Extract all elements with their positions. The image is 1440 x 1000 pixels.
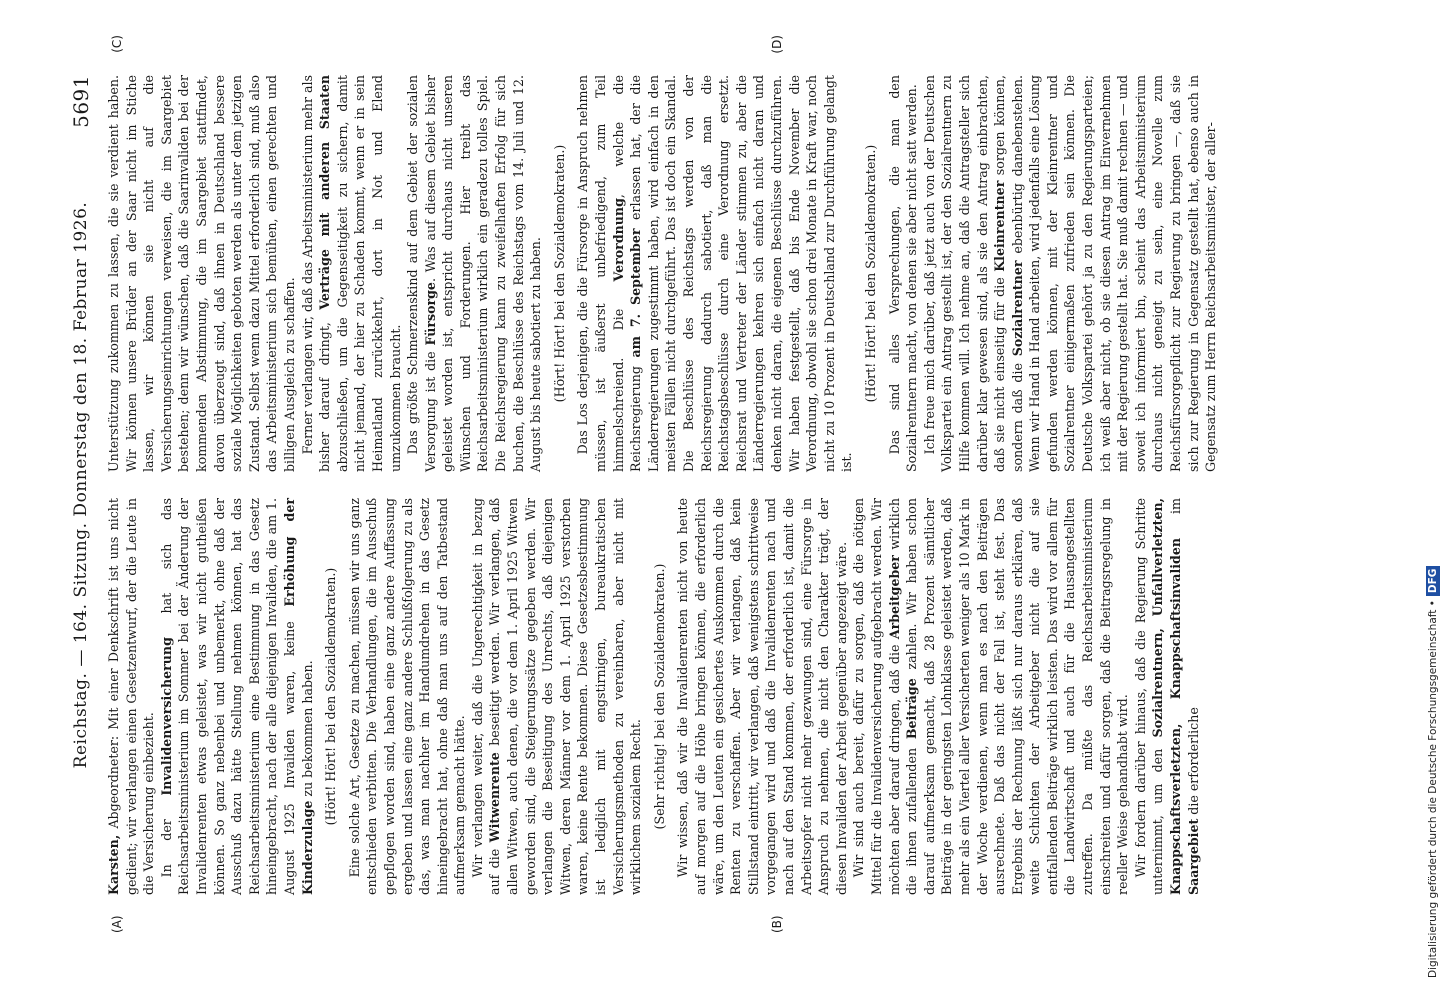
paragraph-text: zu bekommen haben. [299,660,315,801]
paragraph [404,75,545,472]
page-number: 5691 [69,75,93,128]
paragraph-text: hat sich das Reichsarbeitsministerium im Sommer bei der Änderung der Invalidenrenten etwas geleistet, was wir nicht gutheißen können. So ganz nebenbei und unbemerkt, ohne daß der Ausschuß dazu hätte Stellung nehmen können, hat das Reichsarbeitsministerium eine Bestimmung in das Gesetz hineingebracht, nach der alle diejenigen Invaliden, die am 1. August 1925 Invaliden waren, keine [158,498,297,895]
paragraph-text: ebenbürtig danebenstehen. Wenn wir Hand in Hand arbeiten, wird jedenfalls eine Lösung gefunden werden können, mit der Kleinrentner und Sozialrentner einigermaßen zufrieden sein können. Die Deutsche Volkspartei gehört ja zu den Regierungsparteien; ich weiß aber nicht, ob sie diesen Antrag im Einvernehmen mit der Regierung gestellt hat. Sie muß damit rechnen — und soweit ich informiert bin, scheint das Arbeitsministerium durchaus nicht geneigt zu sein, eine Novelle zum Reichsfürsorgepflicht zur Regierung zu bringen —, daß sie sich zur Regierung in Gegensatz gestellt hat, ebenso auch in Gegensatz zum Herrn Reichsarbeitsminister, der aller- [1009,74,1219,472]
margin-marker-c: (C) [110,35,124,53]
left-column [105,498,1325,895]
emphasis: Saargebiet [1185,818,1201,895]
paragraph-text: Wir fordern darüber hinaus, daß die Regierung Schritte unternimmt, um den [1132,498,1166,895]
emphasis: Verordnung [610,198,626,282]
page-title: Reichstag. — 164. Sitzung. Donnerstag den 18. Februar 1926. [71,201,91,769]
paragraph-text: In der [158,795,174,878]
emphasis: Fürsorge [422,282,438,346]
emphasis: Sozialrentner [1009,260,1025,357]
paragraph-text: beseitigt werden. Wir verlangen, daß allen Witwen, auch denen, die vor dem 1. April 1925 Witwen geworden sind, die Steigerungssätze gegeben werden. Wir verlangen die Beseitigung des Unrechts, daß diejenigen Witwen, deren Männer vor dem 1. April 1925 verstorben waren, keine Rente bekommen. Diese Gesetzesbestimmung ist lediglich mit engstirnigen, bureaukratischen Versicherungsmethoden zu vereinbaren, aber nicht mit wirklichem sozialem Recht. [487,498,644,895]
emphasis: Kleinrentner [992,180,1008,272]
interjection: (Hört! Hört! bei den Sozialdemokraten.) [323,567,339,826]
paragraph-text: Wir sind auch bereit, dafür zu sorgen, daß die nötigen Mittel für die Invalidenversicherung aufgebracht werden. Wir möchten aber darauf dringen, daß die [851,498,902,895]
paragraph-text: Ferner verlangen wir, daß das Arbeitsministerium mehr als bisher darauf dringt, [299,75,333,472]
paragraph-text: die erforderliche [1185,707,1201,819]
paragraph-text: wirklich die ihnen zufallenden [886,497,920,895]
interjection: (Hört! Hört! bei den Sozialdemokraten.) [551,144,567,403]
margin-marker-b: (B) [770,915,784,933]
paragraph-text: Das Los derjenigen, die die Fürsorge in Anspruch nehmen müssen, ist äußerst unbefriedigend, zum Teil himmelschreiend. Die [575,75,626,472]
paragraph-text: sorgen können, sondern daß die [992,75,1025,472]
paragraph-text: . Was auf diesem Gebiet bisher geleistet worden ist, entspricht durchaus nicht unseren Wünschen und Forderungen. Hier treibt das Reichsarbeitsministerium wirklich ein geradezu tolles Spiel. Die Reichsregierung kann zu zweifelhaften Erfolg für sich buchen, die Beschlüsse des Reichstags vom 14. Juli und 12. August bis heute sabotiert zu haben. [422,75,544,472]
paragraph [921,75,1220,472]
paragraph [1132,498,1202,895]
interjection: (Hört! Hört! bei den Sozialdemokraten.) [862,144,878,403]
interjection: (Sehr richtig! bei den Sozialdemokraten.) [651,563,667,830]
paragraph [574,75,856,472]
paragraph-text: , welche die Reichsregierung [610,75,644,472]
paragraph: Eine solche Art, Gesetze zu machen, müssen wir uns ganz entschieden verbitten. Die Verhandlungen, die im Ausschuß gepflogen worden sind, haben eine ganz andere Auffassung ergeben und lassen eine ganz andere Schlußfolgerung zu als das, was man nachher im Handumdrehen in das Gesetz hineingebracht hat, ohne daß man uns auf den Tatbestand aufmerksam gemacht hätte. [346,498,468,895]
page-header [65,75,105,895]
speaker-role: Abgeordneter: [106,735,121,829]
credit-text: Digitalisierung gefördert durch die Deutsche Forschungsgemeinschaft • [1427,600,1439,978]
emphasis: Witwenrente [487,752,503,843]
paragraph [158,498,316,895]
digitization-credit [1406,8,1439,988]
emphasis: Invalidenversicherung [158,637,174,796]
paragraph [469,498,645,895]
speaker-name: Karsten, [106,834,121,895]
paragraph [105,498,158,895]
emphasis: Erhöhung der Kinderzulage [281,498,315,895]
paragraph-text: abzuschließen, um die Gegenseitigkeit zu sichern, damit nicht jemand, der hier zu Schaden kommt, wenn er in sein Heimatland zurückkehrt, dort in Not und Elend umzukommen braucht. [334,75,403,472]
emphasis: Verträge mit anderen Staaten [317,75,333,310]
margin-marker-a: (A) [110,915,124,933]
paragraph: Wir wissen, daß wir die Invalidenrenten nicht von heute auf morgen auf die Höhe bringen können, die erforderlich wäre, um den Leuten ein gesichertes Auskommen durch die Renten zu verschaffen. Aber wir verlangen, daß kein Stillstand eintritt, wir verlangen, daß wenigstens schrittweise vorgegangen wird und daß die Invalidenrenten nach und nach auf den Stand kommen, der erforderlich ist, damit die Arbeitsopfer nicht mehr gezwungen sind, eine Fürsorge in Anspruch zu nehmen, die nicht den Charakter trägt, der diesen Invaliden der Arbeit gegenüber angezeigt wäre. [675,498,849,895]
document-page [10,5,1390,995]
dfg-logo: DFG [1426,566,1440,597]
emphasis: Arbeitgeber [886,555,902,640]
emphasis: am 7. September [628,228,644,358]
paragraph [299,75,405,472]
paragraph-text: Ich freue mich darüber, daß jetzt auch von der Deutschen Volkspartei ein Antrag gestellt ist, der den Sozialrentnern zu Hilfe kommen will. Ich nehme an, daß die Antragsteller sich darüber klar gewesen sind, als sie den Antrag einbrachten, daß sie nicht einseitig für die [921,75,1008,472]
paragraph-text: zahlen. Wir haben schon darauf aufmerksam gemacht, daß 28 Prozent sämtlicher Beiträge in der geringsten Lohnklasse geleistet werden, daß mehr als ein Viertel aller Versicherten weniger als 10 Mark in der Woche verdienen, wenn man es nach den Beiträgen ausrechnete. Daß das nicht der Fall ist, steht fest. Das Ergebnis der Rechnung läßt sich nur daraus erklären, daß weite Schichten der Arbeitgeber nicht die auf sie entfallenden Beiträge wirklich leisten. Das wird vor allem für die Landwirtschaft und auch für die Hausangestellten zutreffen. Da müßte das Reichsarbeitsministerium einschreiten und dafür sorgen, daß die Beitragsregelung in reeller Weise gehandhabt wird. [904,498,1131,895]
margin-marker-d: (D) [770,35,784,54]
paragraph-text: Mit einer Denkschrift ist uns nicht gedient; wir verlangen einen Gesetzentwurf, der die Leute in die Versicherung einbezieht. [106,498,157,895]
paragraph-text: erlassen hat, der die Länderregierungen zugestimmt haben, wird einfach in den meisten Fällen nicht durchgeführt. Das ist doch ein Skandal. Die Beschlüsse des Reichstags werden von der Reichsregierung dadurch sabotiert, daß man die Reichstagsbeschlüsse durch eine Verordnung ersetzt. Reichsrat und Vertreter der Länder stimmen zu, aber die Länderregierungen kehren sich einfach nicht daran und denken nicht daran, die eigenen Beschlüsse durchzuführen. Wir haben festgestellt, daß bis Ende November die Verordnung, obwohl sie schon drei Monate in Kraft war, noch nicht zu 10 Prozent in Deutschland zur Durchführung gelangt ist. [628,75,855,472]
paragraph [850,498,1132,895]
right-column [105,75,1325,472]
paragraph: Das sind alles Versprechungen, die man den Sozialrentnern macht, von denen sie aber nicht satt werden. [886,75,920,472]
emphasis: Sozialrentnern, Unfallverletzten, Knappschaftsverletzten, Knappschaftsinvaliden [1150,498,1184,895]
credit-line [1426,0,1440,978]
paragraph-text: im [1168,498,1184,538]
paragraph-text: Das größte Schmerzenskind auf dem Gebiet der sozialen Versorgung ist die [405,75,438,472]
paragraph: Unterstützung zukommen zu lassen, die sie verdient haben. Wir können unsere Brüder an der Saar nicht im Stiche lassen, wir können sie nicht auf die Versicherungseinrichtungen verweisen, die im Saargebiet bestehen; denn wir wünschen, daß die Saarinvaliden bei der kommenden Abstimmung, die im Saargebiet stattfindet, davon überzeugt sind, daß ihnen in Deutschland bessere soziale Möglichkeiten geboten werden als unter dem jetzigen Zustand. Selbst wenn dazu Mittel erforderlich sind, muß also das Arbeitsministerium sich bemühen, einen gerechten und billigen Ausgleich zu schaffen. [106,75,297,472]
emphasis: Beiträge [904,678,920,740]
paragraph-text: Wir verlangen weiter, daß die Ungerechtigkeit in bezug auf die [469,498,503,895]
